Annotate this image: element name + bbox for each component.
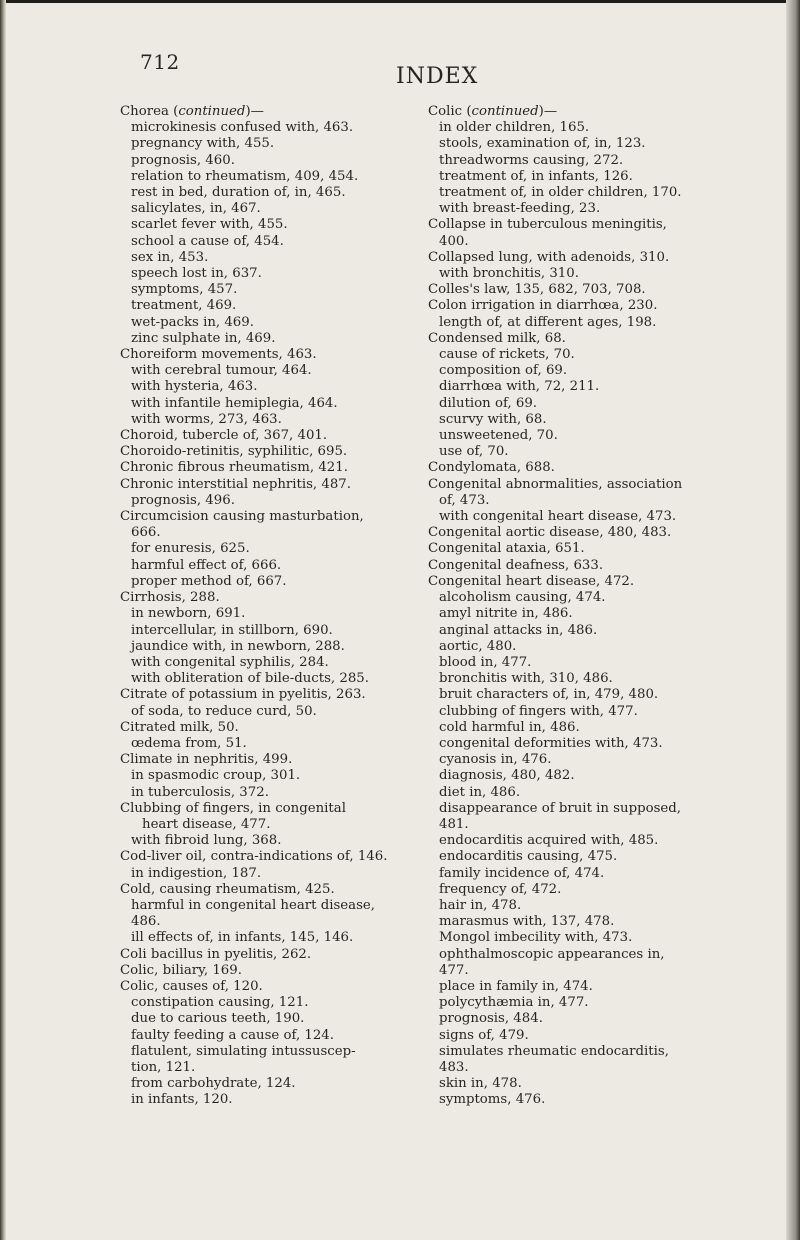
index-heading-entry: Clubbing of fingers, in congenital — [120, 800, 346, 816]
index-subentry: wet-packs in, 469. — [131, 314, 254, 330]
index-subentry: diet in, 486. — [439, 784, 521, 800]
index-subentry: tion, 121. — [131, 1059, 196, 1075]
index-subentry: 481. — [439, 816, 469, 832]
index-subentry: composition of, 69. — [439, 363, 568, 379]
index-subentry: for enuresis, 625. — [131, 541, 250, 557]
index-subentry: threadworms causing, 272. — [439, 152, 624, 168]
index-heading-entry: Circumcision causing masturbation, — [120, 509, 364, 525]
index-subentry: anginal attacks in, 486. — [439, 622, 598, 638]
index-heading-entry: Congenital abnormalities, association — [428, 476, 683, 492]
index-subentry: simulates rheumatic endocarditis, — [439, 1043, 669, 1059]
page-left-edge — [0, 0, 6, 1240]
index-heading-entry: Choreiform movements, 463. — [120, 347, 317, 363]
index-subentry: endocarditis acquired with, 485. — [439, 833, 659, 849]
index-subentry: due to carious teeth, 190. — [131, 1011, 305, 1027]
index-subentry: scarlet fever with, 455. — [131, 217, 288, 233]
index-heading-entry: Choroid, tubercle of, 367, 401. — [120, 428, 328, 444]
index-subentry: dilution of, 69. — [439, 395, 538, 411]
index-subentry: diagnosis, 480, 482. — [439, 768, 575, 784]
index-subentry: with infantile hemiplegia, 464. — [131, 395, 338, 411]
index-subentry: stools, examination of, in, 123. — [439, 136, 646, 152]
index-subentry: scurvy with, 68. — [439, 411, 547, 427]
index-subentry: bronchitis with, 310, 486. — [439, 671, 613, 687]
index-subentry: heart disease, 477. — [142, 816, 271, 832]
index-subentry: treatment, 469. — [131, 298, 237, 314]
index-subentry: rest in bed, duration of, in, 465. — [131, 185, 346, 201]
index-subentry: alcoholism causing, 474. — [439, 590, 606, 606]
index-subentry: diarrhœa with, 72, 211. — [439, 379, 600, 395]
index-subentry: ophthalmoscopic appearances in, — [439, 946, 665, 962]
index-subentry: in newborn, 691. — [131, 606, 246, 622]
index-subentry: œdema from, 51. — [131, 735, 247, 751]
index-subentry: with cerebral tumour, 464. — [131, 363, 312, 379]
index-subentry: bruit characters of, in, 479, 480. — [439, 687, 659, 703]
index-heading-entry: Cirrhosis, 288. — [120, 590, 220, 606]
index-subentry: skin in, 478. — [439, 1076, 522, 1092]
index-subentry: length of, at different ages, 198. — [439, 314, 657, 330]
index-subentry: proper method of, 667. — [131, 573, 287, 589]
index-subentry: in older children, 165. — [439, 120, 590, 136]
index-subentry: frequency of, 472. — [439, 881, 562, 897]
index-subentry: faulty feeding a cause of, 124. — [131, 1027, 334, 1043]
index-subentry: blood in, 477. — [439, 654, 532, 670]
index-subentry: with fibroid lung, 368. — [131, 833, 282, 849]
index-subentry: in infants, 120. — [131, 1092, 233, 1108]
index-subentry: ill effects of, in infants, 145, 146. — [131, 930, 354, 946]
index-subentry: endocarditis causing, 475. — [439, 849, 618, 865]
index-subentry: with breast-feeding, 23. — [439, 201, 601, 217]
index-subentry: pregnancy with, 455. — [131, 136, 275, 152]
index-column-left — [120, 104, 440, 1109]
index-subentry: in tuberculosis, 372. — [131, 784, 269, 800]
index-heading-entry: Collapse in tuberculous meningitis, — [428, 217, 667, 233]
index-subentry: 483. — [439, 1059, 469, 1075]
index-heading-entry: Colon irrigation in diarrhœa, 230. — [428, 298, 658, 314]
index-subentry: Mongol imbecility with, 473. — [439, 930, 633, 946]
index-subentry: unsweetened, 70. — [439, 428, 558, 444]
index-heading-entry: Chronic interstitial nephritis, 487. — [120, 476, 351, 492]
index-heading-entry: Congenital deafness, 633. — [428, 557, 604, 573]
index-subentry: speech lost in, 637. — [131, 266, 262, 282]
index-subentry: 477. — [439, 962, 469, 978]
index-heading-entry: Citrate of potassium in pyelitis, 263. — [120, 687, 366, 703]
index-subentry: with hysteria, 463. — [131, 379, 258, 395]
index-heading-entry: Colic, biliary, 169. — [120, 962, 242, 978]
index-heading-entry: Colles's law, 135, 682, 703, 708. — [428, 282, 646, 298]
index-subentry: salicylates, in, 467. — [131, 201, 261, 217]
index-subentry: family incidence of, 474. — [439, 865, 605, 881]
index-heading-entry: Congenital aortic disease, 480, 483. — [428, 525, 672, 541]
index-subentry: constipation causing, 121. — [131, 995, 309, 1011]
index-subentry: with congenital heart disease, 473. — [439, 509, 677, 525]
index-heading-entry: Congenital ataxia, 651. — [428, 541, 585, 557]
index-heading-entry: Coli bacillus in pyelitis, 262. — [120, 946, 312, 962]
page-top-edge — [0, 0, 800, 3]
index-subentry: with obliteration of bile-ducts, 285. — [131, 671, 369, 687]
index-subentry: jaundice with, in newborn, 288. — [131, 638, 345, 654]
index-subentry: 666. — [131, 525, 161, 541]
index-subentry: marasmus with, 137, 478. — [439, 914, 615, 930]
index-subentry: symptoms, 476. — [439, 1092, 546, 1108]
index-subentry: of, 473. — [439, 492, 490, 508]
page-number: 712 — [140, 50, 180, 74]
index-subentry: 400. — [439, 233, 469, 249]
index-subentry: cold harmful in, 486. — [439, 719, 580, 735]
index-subentry: polycythæmia in, 477. — [439, 995, 589, 1011]
index-subentry: cyanosis in, 476. — [439, 752, 552, 768]
index-subentry: intercellular, in stillborn, 690. — [131, 622, 333, 638]
index-subentry: school a cause of, 454. — [131, 233, 284, 249]
index-subentry: relation to rheumatism, 409, 454. — [131, 168, 359, 184]
index-subentry: microkinesis confused with, 463. — [131, 120, 354, 136]
index-subentry: in indigestion, 187. — [131, 865, 262, 881]
index-subentry: prognosis, 460. — [131, 152, 235, 168]
index-heading-entry: Chronic fibrous rheumatism, 421. — [120, 460, 348, 476]
page-right-edge — [786, 0, 800, 1240]
index-subentry: with bronchitis, 310. — [439, 266, 579, 282]
index-subentry: aortic, 480. — [439, 638, 517, 654]
index-heading-entry: Cod-liver oil, contra-indications of, 146. — [120, 849, 388, 865]
index-heading-entry: Citrated milk, 50. — [120, 719, 239, 735]
index-heading-entry: Collapsed lung, with adenoids, 310. — [428, 249, 670, 265]
index-subentry: 486. — [131, 914, 161, 930]
index-subentry: from carbohydrate, 124. — [131, 1076, 296, 1092]
index-subentry: cause of rickets, 70. — [439, 347, 575, 363]
index-heading-entry: Climate in nephritis, 499. — [120, 752, 293, 768]
index-heading-entry: Chorea (continued)— — [120, 104, 264, 119]
index-subentry: clubbing of fingers with, 477. — [439, 703, 638, 719]
index-column-right — [428, 104, 744, 1109]
index-heading-entry: Congenital heart disease, 472. — [428, 573, 635, 589]
index-subentry: disappearance of bruit in supposed, — [439, 800, 682, 816]
index-subentry: place in family in, 474. — [439, 978, 593, 994]
index-heading-entry: Cold, causing rheumatism, 425. — [120, 881, 335, 897]
index-subentry: in spasmodic croup, 301. — [131, 768, 301, 784]
index-subentry: zinc sulphate in, 469. — [131, 330, 276, 346]
index-subentry: sex in, 453. — [131, 249, 209, 265]
index-heading-entry: Condylomata, 688. — [428, 460, 555, 476]
index-heading-entry: Colic, causes of, 120. — [120, 978, 263, 994]
index-subentry: symptoms, 457. — [131, 282, 238, 298]
index-subentry: prognosis, 496. — [131, 492, 235, 508]
index-subentry: signs of, 479. — [439, 1027, 529, 1043]
index-subentry: treatment of, in infants, 126. — [439, 168, 633, 184]
index-subentry: with worms, 273, 463. — [131, 411, 282, 427]
page-title: INDEX — [396, 64, 479, 89]
index-subentry: harmful effect of, 666. — [131, 557, 282, 573]
index-heading-entry: Choroido-retinitis, syphilitic, 695. — [120, 444, 348, 460]
index-heading-entry: Colic (continued)— — [428, 104, 558, 119]
index-subentry: prognosis, 484. — [439, 1011, 543, 1027]
index-subentry: with congenital syphilis, 284. — [131, 654, 329, 670]
index-subentry: treatment of, in older children, 170. — [439, 185, 682, 201]
index-subentry: amyl nitrite in, 486. — [439, 606, 573, 622]
index-subentry: of soda, to reduce curd, 50. — [131, 703, 317, 719]
index-subentry: flatulent, simulating intussuscep- — [131, 1043, 356, 1059]
index-subentry: hair in, 478. — [439, 897, 522, 913]
index-subentry: congenital deformities with, 473. — [439, 735, 663, 751]
index-subentry: use of, 70. — [439, 444, 509, 460]
index-subentry: harmful in congenital heart disease, — [131, 897, 376, 913]
index-heading-entry: Condensed milk, 68. — [428, 330, 566, 346]
